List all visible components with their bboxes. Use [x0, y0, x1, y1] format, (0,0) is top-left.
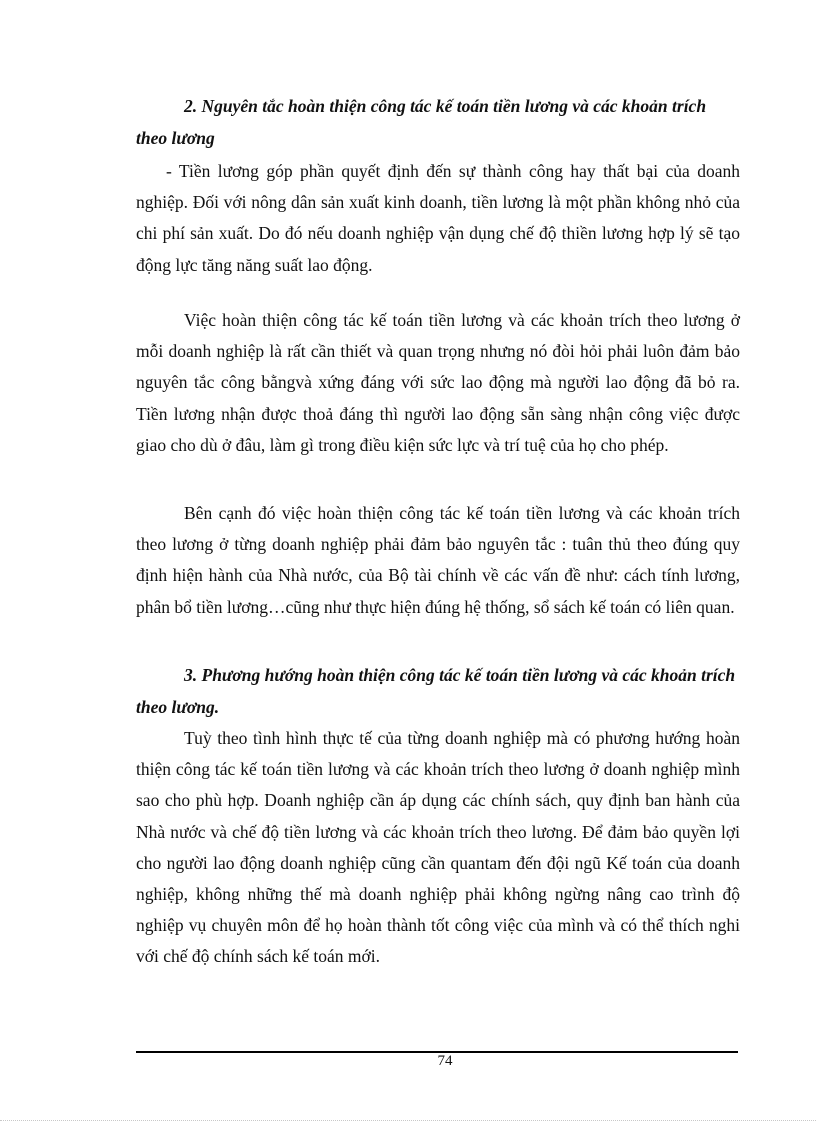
paragraph-2: Việc hoàn thiện công tác kế toán tiền lương và các khoản trích theo lương ở mỗi doanh nghiệp là rất cần thiết và quan trọng nhưng nó đòi hỏi phải luôn đảm bảo nguyên tắc công bằngvà xứng đáng với sức lao động mà người lao động đã bỏ ra. Tiền lương nhận được thoả đáng thì người lao động sẵn sàng nhận công việc được giao cho dù ở đâu, làm gì trong điều kiện sức lực và trí tuệ của họ cho phép.	[136, 310, 740, 455]
section-heading-2: 2. Nguyên tắc hoàn thiện công tác kế toán tiền lương và các khoản trích theo lương	[136, 96, 707, 148]
paragraph-3: Bên cạnh đó việc hoàn thiện công tác kế toán tiền lương và các khoản trích theo lương ở từng doanh nghiệp phải đảm bảo nguyên tắc : tuân thủ theo đúng quy định hiện hành của Nhà nước, của Bộ tài chính về các vấn đề như: cách tính lương, phân bổ tiền lương…cũng như thực hiện đúng hệ thống, sổ sách kế toán có liên quan.	[136, 503, 740, 617]
section-heading-3: 3. Phương hướng hoàn thiện công tác kế toán tiền lương và các khoản trích theo lương.	[136, 665, 736, 717]
paragraph-4: Tuỳ theo tình hình thực tế của từng doanh nghiệp mà có phương hướng hoàn thiện công tác kế toán tiền lương và các khoản trích theo lương ở doanh nghiệp mình sao cho phù hợp. Doanh nghiệp cần áp dụng các chính sách, quy định ban hành của Nhà nước và chế độ tiền lương và các khoản trích theo lương. Để đảm bảo quyền lợi cho người lao động doanh nghiệp cũng cần quantam đến đội ngũ Kế toán của doanh nghiệp, không những thế mà doanh nghiệp phải không ngừng nâng cao trình độ nghiệp vụ chuyên môn để họ hoàn thành tốt công việc của mình và có thể thích nghi với chế độ chính sách kế toán mới.	[136, 728, 740, 967]
page-bottom-edge	[0, 1120, 816, 1121]
paragraph-1: - Tiền lương góp phần quyết định đến sự thành công hay thất bại của doanh nghiệp. Đối với nông dân sản xuất kinh doanh, tiền lương là một phần không nhỏ của chi phí sản xuất. Do đó nếu doanh nghiệp vận dụng chế độ thiền lương hợp lý sẽ tạo động lực tăng năng suất lao động.	[136, 161, 740, 275]
page-number: 74	[437, 1053, 453, 1069]
